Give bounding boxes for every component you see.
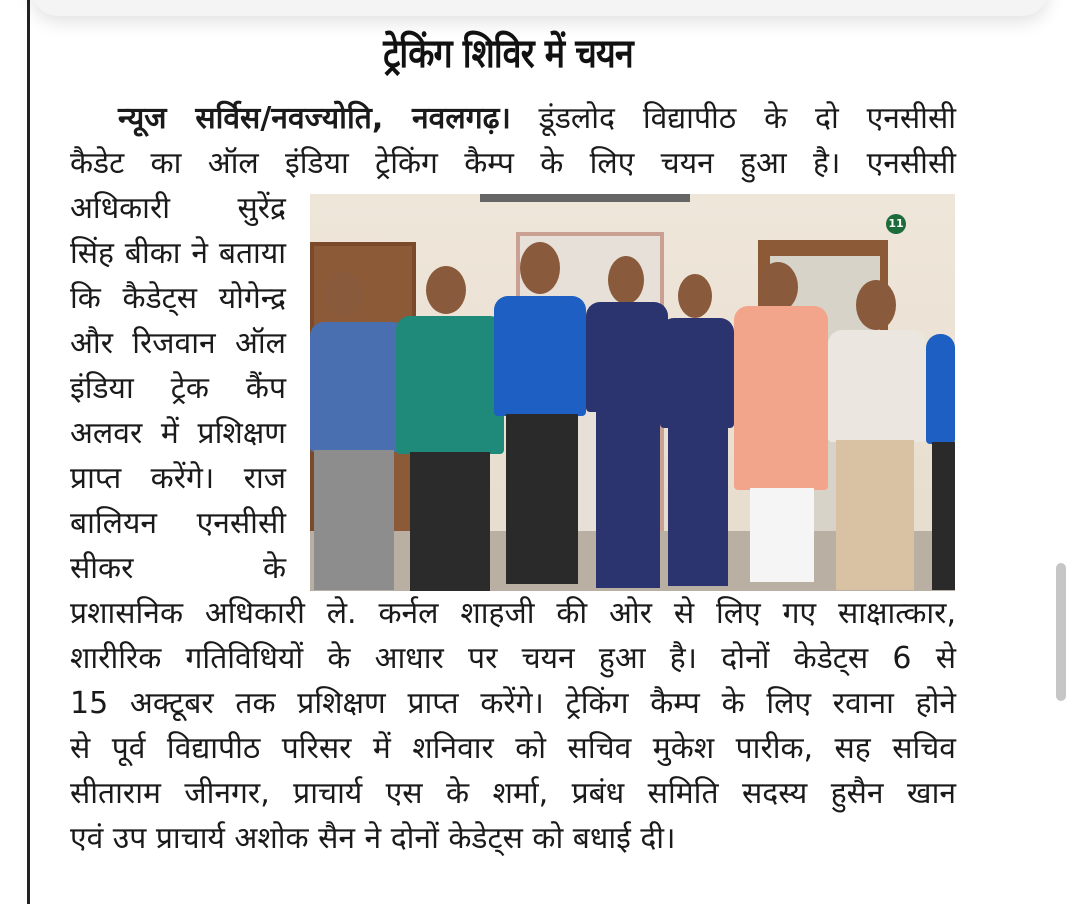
article-text-line: सीकर के (70, 551, 286, 586)
article-text-line: प्रशासनिक अधिकारी ले. कर्नल शाहजी की ओर से लिए गए साक्षात्कार, (70, 596, 956, 631)
text-photo-wrap (70, 186, 956, 591)
vertical-scrollbar-thumb[interactable] (1056, 563, 1066, 701)
article-text-line: इंडिया ट्रेक कैंप (70, 371, 286, 406)
narrow-text-column (70, 186, 286, 591)
top-card-edge (32, 0, 1048, 16)
article-text-line: 15 अक्टूबर तक प्रशिक्षण प्राप्त करेंगे। ट्रेकिंग कैम्प के लिए रवाना होने (70, 686, 956, 721)
article-text-line: शारीरिक गतिविधियों के आधार पर चयन हुआ है। दोनों केडेट्स 6 से (70, 641, 956, 676)
article-text-line: अधिकारी सुरेंद्र (70, 191, 286, 226)
article-text-line-last: एवं उप प्राचार्य अशोक सैन ने दोनों केडेट्स को बधाई दी। (70, 821, 676, 856)
room-number-sign: 11 (886, 214, 906, 234)
article-text-line: से पूर्व विद्यापीठ परिसर में शनिवार को सचिव मुकेश पारीक, सह सचिव (70, 731, 956, 766)
article-text-line: कैडेट का ऑल इंडिया ट्रेकिंग कैम्प के लिए चयन हुआ है। एनसीसी (70, 146, 956, 181)
photo-frame (480, 194, 690, 202)
article-text-line: बालियन एनसीसी (70, 506, 286, 541)
group-photo (310, 194, 955, 591)
article-text-line: सीताराम जीनगर, प्राचार्य एस के शर्मा, प्रबंध समिति सदस्य हुसैन खान (70, 776, 956, 811)
article-text-line: और रिजवान ऑल (70, 326, 286, 361)
article-text-line: कि कैडेट्स योगेन्द्र (70, 281, 286, 316)
lead-line (70, 96, 956, 141)
article-text-line: प्राप्त करेंगे। राज (70, 461, 286, 496)
article-text-line: अलवर में प्रशिक्षण (70, 416, 286, 451)
article-body (70, 96, 956, 861)
left-border-rule (27, 0, 30, 904)
article-text-line: सिंह बीका ने बताया (70, 236, 286, 271)
article-headline: ट्रेकिंग शिविर में चयन (383, 31, 633, 77)
byline: न्यूज सर्विस/नवज्योति, नवलगढ़। (118, 101, 511, 136)
article-text-line: डूंडलोद विद्यापीठ के दो एनसीसी (538, 101, 956, 136)
